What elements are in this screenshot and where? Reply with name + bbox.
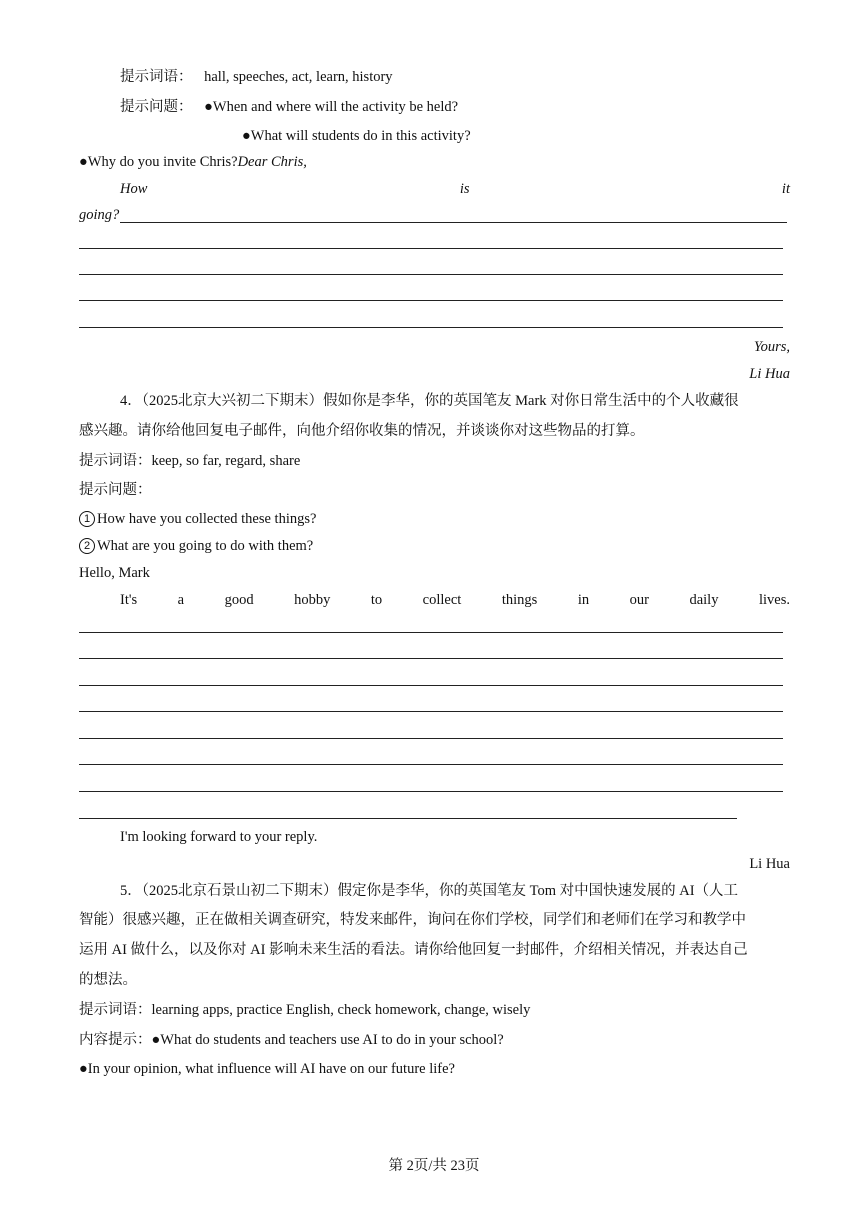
q4-opening-word: daily <box>689 592 719 608</box>
q4-question-1-text: How have you collected these things? <box>97 511 317 527</box>
q4-opening-word: good <box>224 592 254 608</box>
q4-closing: I'm looking forward to your reply. <box>120 829 318 845</box>
q4-writing-line <box>79 738 783 739</box>
q3-hint-words-text: hall, speeches, act, learn, history <box>204 69 393 85</box>
q5-content-hint-1: ●What do students and teachers use AI to do in your school? <box>151 1032 504 1048</box>
q5-prompt-line-1: 5．（2025北京石景山初二下期末）假定你是李华，你的英国笔友 Tom 对中国快速发展的 AI（人工 <box>120 883 739 899</box>
q5-hint-words: 提示词语：learning apps, practice English, check homework, change, wisely <box>79 1002 531 1018</box>
q4-question-2 <box>79 537 313 555</box>
q4-writing-line <box>79 632 783 633</box>
q3-hint-words-label: 提示词语： <box>120 69 193 85</box>
q4-hint-questions-label: 提示问题： <box>79 482 152 498</box>
q4-writing-line <box>79 658 783 659</box>
q3-opening-word: is <box>459 181 470 197</box>
q3-opening-word: How <box>120 181 148 197</box>
q4-opening-word: our <box>629 592 649 608</box>
q3-question-3-line <box>79 153 307 171</box>
circled-number-1: 1 <box>79 511 95 527</box>
q5-prompt-line-3: 运用 AI 做什么，以及你对 AI 影响未来生活的看法。请你给他回复一封邮件，介绍相关情况，并表达自己 <box>79 942 748 958</box>
q4-question-2-text: What are you going to do with them? <box>97 538 314 554</box>
q3-writing-line <box>79 300 783 301</box>
q4-opening-word: things <box>501 592 538 608</box>
q5-content-hint-label: 内容提示： <box>79 1032 152 1048</box>
q3-letter-greeting: Dear Chris, <box>237 154 307 170</box>
q5-prompt-line-2: 智能）很感兴趣，正在做相关调查研究，特发来邮件，询问在你们学校，同学们和老师们在学习和教学中 <box>79 912 746 928</box>
q3-writing-line <box>79 274 783 275</box>
q4-writing-line <box>79 764 783 765</box>
q3-question-3: ●Why do you invite Chris? <box>79 154 238 170</box>
q3-writing-line <box>79 327 783 328</box>
q4-prompt-line-2: 感兴趣。请你给他回复电子邮件，向他介绍你收集的情况，并谈谈你对这些物品的打算。 <box>79 423 645 439</box>
q4-writing-line <box>79 711 783 712</box>
circled-number-2: 2 <box>79 538 95 554</box>
q3-opening-end: going? <box>79 207 120 223</box>
q4-signature: Li Hua <box>749 856 790 872</box>
q4-hint-words: 提示词语：keep, so far, regard, share <box>79 453 301 469</box>
q4-opening-word: It's <box>120 592 138 608</box>
q5-content-hint-2: ●In your opinion, what influence will AI have on our future life? <box>79 1061 455 1077</box>
q5-content-hint <box>79 1031 504 1049</box>
q4-opening-word: lives. <box>758 592 790 608</box>
q4-opening-word: hobby <box>294 592 331 608</box>
q3-signature: Li Hua <box>749 366 790 382</box>
q3-closing: Yours, <box>753 339 790 355</box>
q5-prompt-line-4: 的想法。 <box>79 972 137 988</box>
q3-writing-line <box>120 222 787 223</box>
q3-question-2: ●What will students do in this activity? <box>242 128 471 144</box>
q3-hint-questions-label: 提示问题： <box>120 99 193 115</box>
q4-opening-word: in <box>577 592 590 608</box>
q4-writing-line <box>79 685 783 686</box>
q4-opening-line <box>120 591 790 609</box>
q3-question-1: ●When and where will the activity be held? <box>204 99 459 115</box>
q3-hint-questions <box>120 98 458 116</box>
q3-writing-line <box>79 248 783 249</box>
q3-hint-words <box>120 68 393 86</box>
q3-opening-word: it <box>781 181 790 197</box>
q4-question-1 <box>79 510 316 528</box>
q4-opening-word: collect <box>422 592 462 608</box>
page-number: 第 2页/共 23页 <box>388 1158 480 1174</box>
q4-prompt-line-1: 4．（2025北京大兴初二下期末）假如你是李华，你的英国笔友 Mark 对你日常生活中的个人收藏很 <box>120 393 739 409</box>
q3-opening-line <box>120 180 790 198</box>
q4-opening-word: to <box>370 592 383 608</box>
q4-writing-line <box>79 791 783 792</box>
q4-opening-word: a <box>177 592 185 608</box>
q4-letter-greeting: Hello, Mark <box>79 565 150 581</box>
q4-writing-line <box>79 818 737 819</box>
